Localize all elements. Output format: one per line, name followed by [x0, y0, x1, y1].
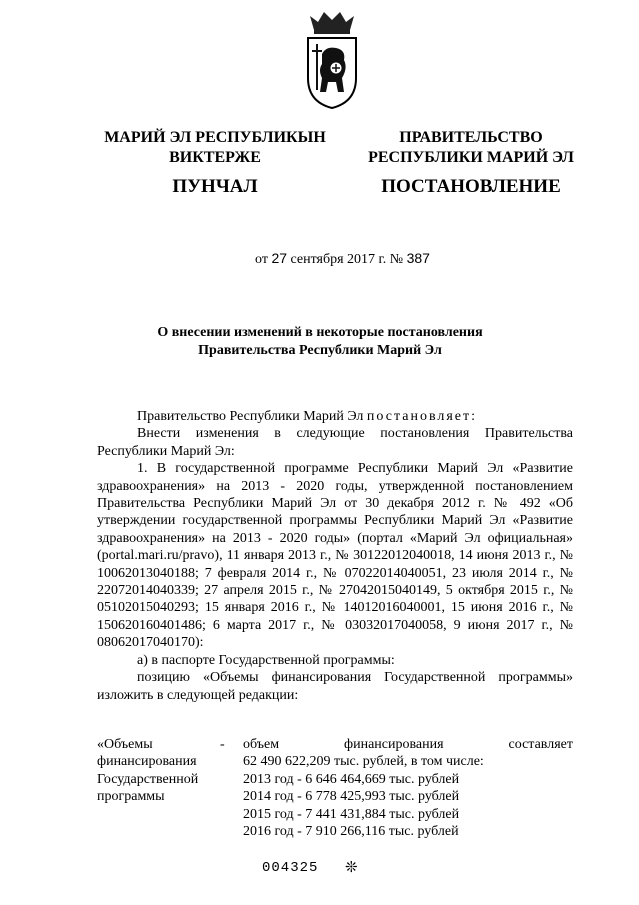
header-left-line1: МАРИЙ ЭЛ РЕСПУБЛИКЫН	[104, 129, 326, 146]
body-paragraph-1: Внести изменения в следующие постановления Правительства Республики Марий Эл:	[97, 426, 573, 459]
header-left-title: ПУНЧАЛ	[172, 176, 258, 197]
header-left-line2: ВИКТЕРЖЕ	[169, 149, 261, 166]
asterisk-mark-icon: ❊	[345, 860, 358, 876]
serial-number: 004325	[262, 860, 319, 876]
document-dateline	[255, 250, 430, 268]
financing-line: объем финансирования составляет	[243, 737, 573, 752]
body-paragraph-3: а) в паспорте Государственной программы:	[137, 652, 395, 668]
financing-label: «Объемы финансирования Государственной программы	[97, 737, 199, 805]
intro-prefix: Правительство Республики Марий Эл	[137, 409, 364, 424]
financing-line: 2014 год - 6 778 425,993 тыс. рублей	[243, 789, 460, 805]
coat-of-arms-emblem	[296, 8, 368, 110]
intro-verb: постановляет:	[366, 409, 478, 424]
dateline-day: 27	[271, 250, 288, 266]
dateline-month-year: сентября 2017 г.	[290, 252, 387, 267]
dateline-prefix: от	[255, 252, 268, 267]
header-left	[90, 128, 340, 168]
subject-line1: О внесении изменений в некоторые постановления	[157, 325, 483, 340]
header-right-line2: РЕСПУБЛИКИ МАРИЙ ЭЛ	[368, 149, 574, 166]
dateline-number-sign: №	[389, 252, 404, 267]
subject-line2: Правительства Республики Марий Эл	[198, 343, 442, 358]
body-paragraph-2: 1. В государственной программе Республики Марий Эл «Развитие здравоохранения» на 2013 - 2020 годы, утвержденной постановлением Правительства Республики Марий Эл от 30 декабря 2012 г. № 492 «Об утверждении государственной программы Республики Марий Эл «Развитие здравоохранения» на 2013 - 2020 годы» (портал «Марий Эл официальная» (portal.mari.ru/pravo), 11 января 2013 г., № 30122012040018, 14 июня 2013 г., № 10062013040188; 7 февраля 2014 г., № 07022014040051, 23 июля 2014 г., № 22072014040339; 27 апреля 2015 г., № 27042015040149, 5 октября 2015 г., № 05102015040293; 15 января 2016 г., № 14012016040001, 15 июня 2016 г., № 150620160401486; 6 марта 2017 г., № 03032017040058, 9 июня 2017 г., № 08062017040170):	[97, 461, 573, 651]
document-body	[97, 408, 573, 704]
financing-values	[243, 736, 573, 840]
header-right-title: ПОСТАНОВЛЕНИЕ	[381, 176, 561, 197]
financing-line: 2015 год - 7 441 431,884 тыс. рублей	[243, 806, 460, 822]
body-intro	[97, 408, 573, 425]
header-right-line1: ПРАВИТЕЛЬСТВО	[399, 129, 543, 146]
document-subject	[90, 324, 550, 360]
financing-dash: -	[220, 737, 225, 752]
dateline-number: 387	[406, 250, 430, 266]
header-right	[346, 128, 596, 168]
body-paragraph-4: позицию «Объемы финансирования Государственной программы» изложить в следующей редакции:	[97, 670, 573, 703]
financing-line: 62 490 622,209 тыс. рублей, в том числе:	[243, 754, 484, 770]
financing-line: 2013 год - 6 646 464,669 тыс. рублей	[243, 771, 460, 787]
financing-line: 2016 год - 7 910 266,116 тыс. рублей	[243, 824, 459, 840]
